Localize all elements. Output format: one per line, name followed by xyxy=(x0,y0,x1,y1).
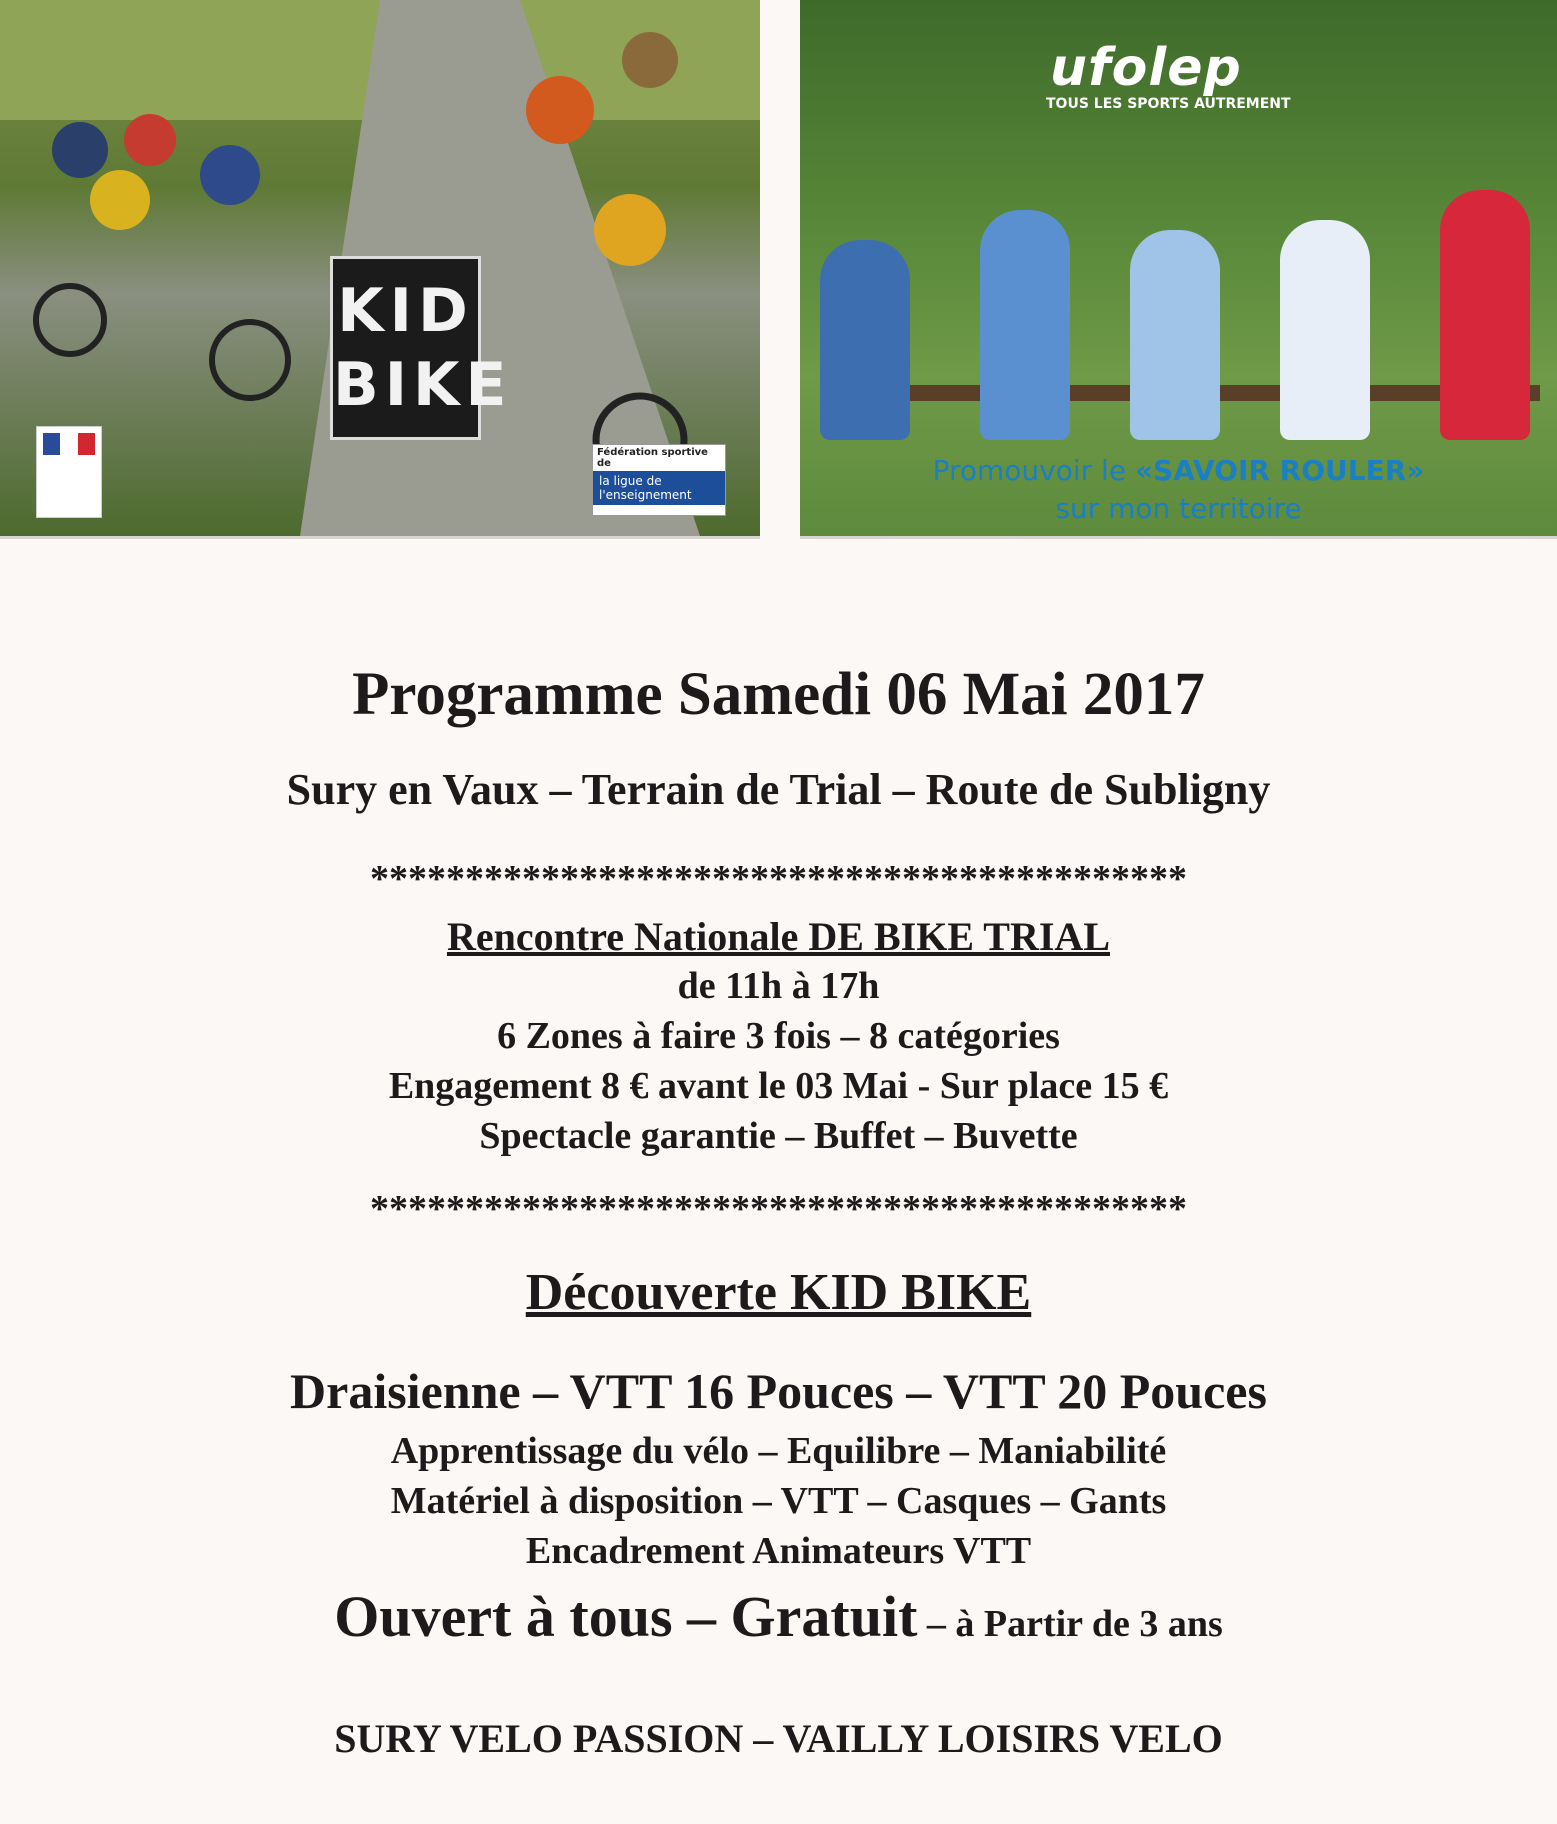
trial-line: 6 Zones à faire 3 fois – 8 catégories xyxy=(497,1015,1060,1057)
slogan-highlight: «SAVOIR ROULER» xyxy=(1134,454,1425,487)
programme-location: Sury en Vaux – Terrain de Trial – Route de Subligny xyxy=(286,765,1271,814)
kid-bike-photo xyxy=(0,0,760,539)
age-label: – à Partir de 3 ans xyxy=(917,1603,1223,1645)
trial-heading: Rencontre Nationale DE BIKE TRIAL xyxy=(446,914,1110,959)
kidbike-open xyxy=(0,1582,1557,1667)
organizers: SURY VELO PASSION – VAILLY LOISIRS VELO xyxy=(334,1716,1223,1761)
federation-label: Fédération sportive de xyxy=(597,447,708,469)
ligue-name: la ligue de l'enseignement xyxy=(593,471,725,505)
kidbike-heading: Découverte KID BIKE xyxy=(525,1264,1032,1321)
savoir-rouler-slogan xyxy=(800,452,1557,528)
slogan-prefix: Promouvoir le xyxy=(932,454,1135,487)
kid-bike-badge-line2: BIKE xyxy=(333,350,513,420)
kid-bike-badge-line1: KID xyxy=(337,276,474,346)
ministry-logo xyxy=(36,426,102,518)
french-flag-icon xyxy=(43,433,95,455)
kidbike-line: Matériel à disposition – VTT – Casques – Gants xyxy=(390,1480,1167,1522)
kid-bike-badge xyxy=(330,256,513,440)
kidbike-line: Encadrement Animateurs VTT xyxy=(525,1530,1032,1572)
slogan-line2: sur mon territoire xyxy=(1055,492,1302,525)
programme-content xyxy=(0,660,1557,1762)
ligue-enseignement-logo xyxy=(592,444,726,516)
programme-title: Programme Samedi 06 Mai 2017 xyxy=(352,661,1205,728)
ufolep-tagline: TOUS LES SPORTS AUTREMENT xyxy=(1046,96,1291,112)
trial-line: Spectacle garantie – Buffet – Buvette xyxy=(479,1115,1078,1157)
ufolep-logo: ufolep xyxy=(1050,38,1242,98)
free-label: Gratuit xyxy=(730,1584,918,1649)
separator-1: ******************************************* xyxy=(370,858,1187,900)
kidbike-bikes: Draisienne – VTT 16 Pouces – VTT 20 Pouces xyxy=(290,1363,1267,1419)
trial-line: de 11h à 17h xyxy=(677,965,880,1007)
children-illustration xyxy=(820,170,1540,470)
kidbike-line: Apprentissage du vélo – Equilibre – Maniabilité xyxy=(390,1430,1167,1472)
trial-line: Engagement 8 € avant le 03 Mai - Sur place 15 € xyxy=(388,1065,1169,1107)
open-dash: – xyxy=(672,1584,731,1649)
separator-2: ******************************************* xyxy=(370,1188,1187,1230)
ufolep-photo xyxy=(800,0,1557,539)
open-to-all: Ouvert à tous xyxy=(334,1584,673,1649)
